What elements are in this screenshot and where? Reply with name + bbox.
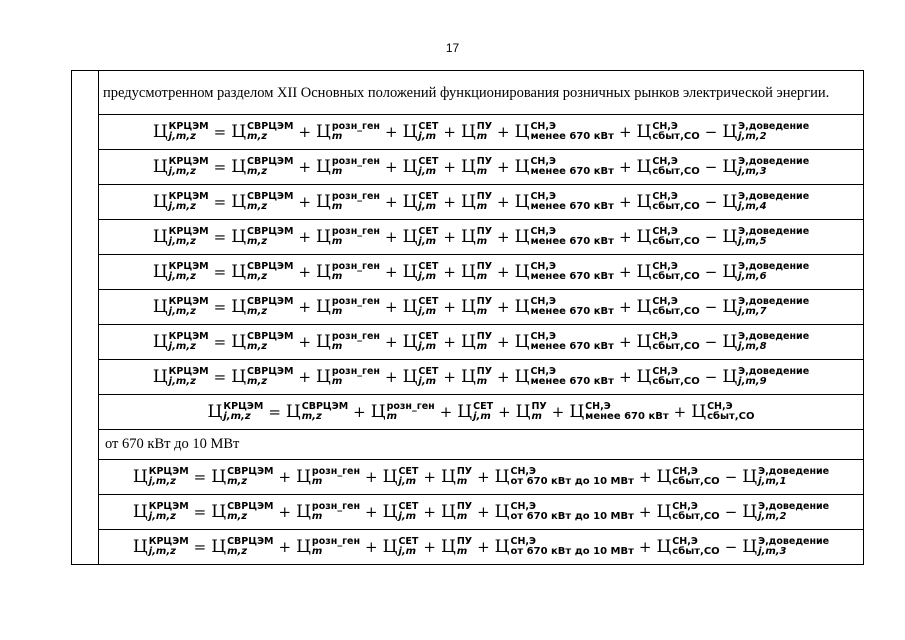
term-pu: Ц ПУ m [460, 120, 493, 143]
plus-sign: + [365, 468, 378, 486]
equals-sign: = [268, 403, 281, 421]
formula-row [98, 115, 864, 150]
minus-sign: − [724, 468, 738, 486]
term-pu: Ц ПУ m [440, 535, 473, 558]
plus-sign: + [298, 298, 312, 316]
plus-sign: + [497, 158, 510, 176]
formula [153, 157, 809, 178]
term-dovedenie: Ц Э,доведение j,m,2 [722, 120, 810, 143]
term-sn-e: Ц СН,Э менее 670 кВт [514, 330, 614, 353]
formula [153, 367, 809, 388]
section-label: от 670 кВт до 10 МВт [105, 436, 240, 452]
term-set: Ц СЕТ j,m [402, 330, 439, 353]
term-pu: Ц ПУ m [460, 295, 493, 318]
plus-sign: + [443, 263, 456, 281]
minus-sign: − [704, 333, 718, 351]
plus-sign: + [618, 158, 632, 176]
equals-sign: = [213, 158, 227, 176]
lhs-term: Ц КРЦЭМ j,m,z [152, 225, 209, 248]
lhs-term: Ц КРЦЭМ j,m,z [152, 260, 209, 283]
formula [153, 332, 809, 353]
section-label-row [98, 430, 864, 460]
formula-row [98, 460, 864, 495]
term-set: Ц СЕТ j,m [382, 535, 419, 558]
lhs-term: Ц КРЦЭМ j,m,z [152, 155, 209, 178]
plus-sign: + [638, 503, 652, 521]
term-sbyt-so: Ц СН,Э сбыт,СО [636, 260, 700, 283]
term-rozn-gen: Ц розн_ген m [296, 500, 361, 523]
term-sn-e: Ц СН,Э менее 670 кВт [514, 260, 614, 283]
term-dovedenie: Ц Э,доведение j,m,4 [722, 190, 810, 213]
plus-sign: + [278, 468, 292, 486]
term-pu: Ц ПУ m [440, 500, 473, 523]
plus-sign: + [278, 538, 292, 556]
plus-sign: + [477, 538, 490, 556]
formula [208, 402, 755, 423]
minus-sign: − [704, 298, 718, 316]
lhs-term: Ц КРЦЭМ j,m,z [132, 535, 189, 558]
equals-sign: = [193, 503, 207, 521]
term-sbyt-so: Ц СН,Э сбыт,СО [636, 190, 700, 213]
plus-sign: + [618, 123, 632, 141]
term-pu: Ц ПУ m [460, 190, 493, 213]
term-set: Ц СЕТ j,m [402, 295, 439, 318]
plus-sign: + [443, 228, 456, 246]
formula-row [98, 395, 864, 430]
term-sn-e: Ц СН,Э менее 670 кВт [569, 400, 669, 423]
term-set: Ц СЕТ j,m [402, 260, 439, 283]
term-svrcem: Ц СВРЦЭМ m,z [231, 120, 294, 143]
plus-sign: + [477, 503, 490, 521]
lhs-term: Ц КРЦЭМ j,m,z [132, 500, 189, 523]
minus-sign: − [704, 193, 718, 211]
term-rozn-gen: Ц розн_ген m [316, 155, 380, 178]
plus-sign: + [618, 368, 632, 386]
term-rozn-gen: Ц розн_ген m [316, 330, 380, 353]
term-svrcem: Ц СВРЦЭМ m,z [231, 225, 294, 248]
plus-sign: + [443, 298, 456, 316]
lhs-term: Ц КРЦЭМ j,m,z [152, 365, 209, 388]
plus-sign: + [477, 468, 490, 486]
lhs-term: Ц КРЦЭМ j,m,z [152, 120, 209, 143]
term-dovedenie: Ц Э,доведение j,m,3 [722, 155, 810, 178]
plus-sign: + [497, 333, 510, 351]
plus-sign: + [443, 368, 456, 386]
formula-row [98, 220, 864, 255]
formula-row [98, 150, 864, 185]
term-sn-e: Ц СН,Э менее 670 кВт [514, 190, 614, 213]
equals-sign: = [213, 333, 227, 351]
term-set: Ц СЕТ j,m [382, 465, 419, 488]
term-sbyt-so: Ц СН,Э сбыт,СО [636, 295, 700, 318]
plus-sign: + [497, 263, 510, 281]
lhs-term: Ц КРЦЭМ j,m,z [152, 190, 209, 213]
equals-sign: = [213, 368, 227, 386]
minus-sign: − [704, 228, 718, 246]
term-sn-e: Ц СН,Э от 670 кВт до 10 МВт [494, 500, 634, 523]
term-svrcem: Ц СВРЦЭМ m,z [211, 500, 274, 523]
minus-sign: − [704, 263, 718, 281]
term-svrcem: Ц СВРЦЭМ m,z [231, 295, 294, 318]
page-number: 17 [445, 41, 460, 55]
plus-sign: + [385, 263, 398, 281]
term-pu: Ц ПУ m [460, 225, 493, 248]
plus-sign: + [278, 503, 292, 521]
term-set: Ц СЕТ j,m [402, 120, 439, 143]
formula-row [98, 290, 864, 325]
plus-sign: + [298, 333, 312, 351]
formula [153, 122, 809, 143]
formula [153, 262, 809, 283]
plus-sign: + [618, 228, 632, 246]
equals-sign: = [213, 263, 227, 281]
term-rozn-gen: Ц розн_ген m [316, 260, 380, 283]
term-dovedenie: Ц Э,доведение j,m,2 [742, 500, 830, 523]
formula [153, 192, 809, 213]
lhs-term: Ц КРЦЭМ j,m,z [132, 465, 189, 488]
term-sbyt-so: Ц СН,Э сбыт,СО [636, 330, 700, 353]
plus-sign: + [551, 403, 565, 421]
term-dovedenie: Ц Э,доведение j,m,8 [722, 330, 810, 353]
term-dovedenie: Ц Э,доведение j,m,6 [722, 260, 810, 283]
formula-row [98, 325, 864, 360]
plus-sign: + [443, 158, 456, 176]
term-svrcem: Ц СВРЦЭМ m,z [211, 465, 274, 488]
term-sn-e: Ц СН,Э от 670 кВт до 10 МВт [494, 535, 634, 558]
term-sn-e: Ц СН,Э от 670 кВт до 10 МВт [494, 465, 634, 488]
term-sn-e: Ц СН,Э менее 670 кВт [514, 365, 614, 388]
term-pu: Ц ПУ m [460, 365, 493, 388]
term-svrcem: Ц СВРЦЭМ m,z [231, 365, 294, 388]
plus-sign: + [365, 538, 378, 556]
formula [133, 467, 829, 488]
term-set: Ц СЕТ j,m [402, 365, 439, 388]
plus-sign: + [443, 333, 456, 351]
plus-sign: + [423, 538, 436, 556]
equals-sign: = [193, 538, 207, 556]
intro-text [98, 70, 864, 115]
plus-sign: + [439, 403, 453, 421]
equals-sign: = [213, 228, 227, 246]
intro-text-content: предусмотренном разделом XII Основных положений функционирования розничных рынков электрической энергии. [103, 84, 830, 101]
plus-sign: + [618, 263, 632, 281]
formula-table [98, 70, 864, 565]
plus-sign: + [298, 193, 312, 211]
plus-sign: + [497, 228, 510, 246]
equals-sign: = [213, 193, 227, 211]
term-pu: Ц ПУ m [460, 155, 493, 178]
plus-sign: + [298, 158, 312, 176]
term-sn-e: Ц СН,Э менее 670 кВт [514, 225, 614, 248]
plus-sign: + [618, 298, 632, 316]
minus-sign: − [724, 503, 738, 521]
plus-sign: + [385, 193, 398, 211]
term-sn-e: Ц СН,Э менее 670 кВт [514, 295, 614, 318]
term-rozn-gen: Ц розн_ген m [296, 535, 361, 558]
term-svrcem: Ц СВРЦЭМ m,z [231, 260, 294, 283]
term-svrcem: Ц СВРЦЭМ m,z [231, 330, 294, 353]
plus-sign: + [423, 468, 436, 486]
minus-sign: − [704, 368, 718, 386]
term-set: Ц СЕТ j,m [402, 190, 439, 213]
plus-sign: + [353, 403, 366, 421]
plus-sign: + [443, 123, 456, 141]
plus-sign: + [497, 298, 510, 316]
term-svrcem: Ц СВРЦЭМ m,z [285, 400, 349, 423]
formula-row [98, 530, 864, 565]
term-dovedenie: Ц Э,доведение j,m,1 [742, 465, 830, 488]
term-rozn-gen: Ц розн_ген m [370, 400, 435, 423]
plus-sign: + [385, 298, 398, 316]
term-sbyt-so: Ц СН,Э сбыт,СО [636, 155, 700, 178]
term-sbyt-so: Ц СН,Э сбыт,СО [656, 535, 720, 558]
plus-sign: + [423, 503, 436, 521]
plus-sign: + [385, 228, 398, 246]
term-pu: Ц ПУ m [460, 330, 493, 353]
plus-sign: + [385, 123, 398, 141]
equals-sign: = [213, 123, 227, 141]
plus-sign: + [497, 193, 510, 211]
term-sn-e: Ц СН,Э менее 670 кВт [514, 155, 614, 178]
term-dovedenie: Ц Э,доведение j,m,7 [722, 295, 810, 318]
term-pu: Ц ПУ m [440, 465, 473, 488]
formula-row [98, 495, 864, 530]
plus-sign: + [618, 193, 632, 211]
formula-group-670-10 [98, 460, 864, 565]
term-set: Ц СЕТ j,m [402, 155, 439, 178]
term-sbyt-so: Ц СН,Э сбыт,СО [656, 465, 720, 488]
plus-sign: + [385, 333, 398, 351]
term-sbyt-so: Ц СН,Э сбыт,СО [636, 365, 700, 388]
formula-row [98, 255, 864, 290]
formula-row [98, 185, 864, 220]
term-rozn-gen: Ц розн_ген m [316, 365, 380, 388]
term-sbyt-so: Ц СН,Э сбыт,СО [656, 500, 720, 523]
term-set: Ц СЕТ j,m [402, 225, 439, 248]
equals-sign: = [213, 298, 227, 316]
term-sbyt-so: Ц СН,Э сбыт,СО [691, 400, 755, 423]
term-rozn-gen: Ц розн_ген m [316, 295, 380, 318]
lhs-term: Ц КРЦЭМ j,m,z [207, 400, 264, 423]
term-sn-e: Ц СН,Э менее 670 кВт [514, 120, 614, 143]
term-svrcem: Ц СВРЦЭМ m,z [231, 190, 294, 213]
plus-sign: + [385, 158, 398, 176]
lhs-term: Ц КРЦЭМ j,m,z [152, 330, 209, 353]
plus-sign: + [298, 228, 312, 246]
plus-sign: + [298, 263, 312, 281]
lhs-term: Ц КРЦЭМ j,m,z [152, 295, 209, 318]
term-set: Ц СЕТ j,m [457, 400, 494, 423]
term-rozn-gen: Ц розн_ген m [316, 120, 380, 143]
minus-sign: − [724, 538, 738, 556]
plus-sign: + [365, 503, 378, 521]
minus-sign: − [704, 158, 718, 176]
plus-sign: + [497, 123, 510, 141]
plus-sign: + [298, 123, 312, 141]
formula [153, 227, 809, 248]
term-rozn-gen: Ц розн_ген m [316, 225, 380, 248]
formula [133, 502, 829, 523]
term-set: Ц СЕТ j,m [382, 500, 419, 523]
term-svrcem: Ц СВРЦЭМ m,z [231, 155, 294, 178]
formula [153, 297, 809, 318]
table-left-column [71, 70, 98, 565]
minus-sign: − [704, 123, 718, 141]
plus-sign: + [298, 368, 312, 386]
plus-sign: + [638, 468, 652, 486]
term-sbyt-so: Ц СН,Э сбыт,СО [636, 120, 700, 143]
plus-sign: + [443, 193, 456, 211]
formula-row [98, 360, 864, 395]
term-sbyt-so: Ц СН,Э сбыт,СО [636, 225, 700, 248]
plus-sign: + [497, 368, 510, 386]
plus-sign: + [673, 403, 687, 421]
term-dovedenie: Ц Э,доведение j,m,3 [742, 535, 830, 558]
plus-sign: + [385, 368, 398, 386]
term-pu: Ц ПУ m [515, 400, 547, 423]
plus-sign: + [498, 403, 511, 421]
term-dovedenie: Ц Э,доведение j,m,5 [722, 225, 810, 248]
term-svrcem: Ц СВРЦЭМ m,z [211, 535, 274, 558]
plus-sign: + [618, 333, 632, 351]
term-rozn-gen: Ц розн_ген m [296, 465, 361, 488]
formula [133, 537, 829, 558]
term-dovedenie: Ц Э,доведение j,m,9 [722, 365, 810, 388]
plus-sign: + [638, 538, 652, 556]
formula-group-less-670 [98, 115, 864, 430]
term-rozn-gen: Ц розн_ген m [316, 190, 380, 213]
equals-sign: = [193, 468, 207, 486]
term-pu: Ц ПУ m [460, 260, 493, 283]
